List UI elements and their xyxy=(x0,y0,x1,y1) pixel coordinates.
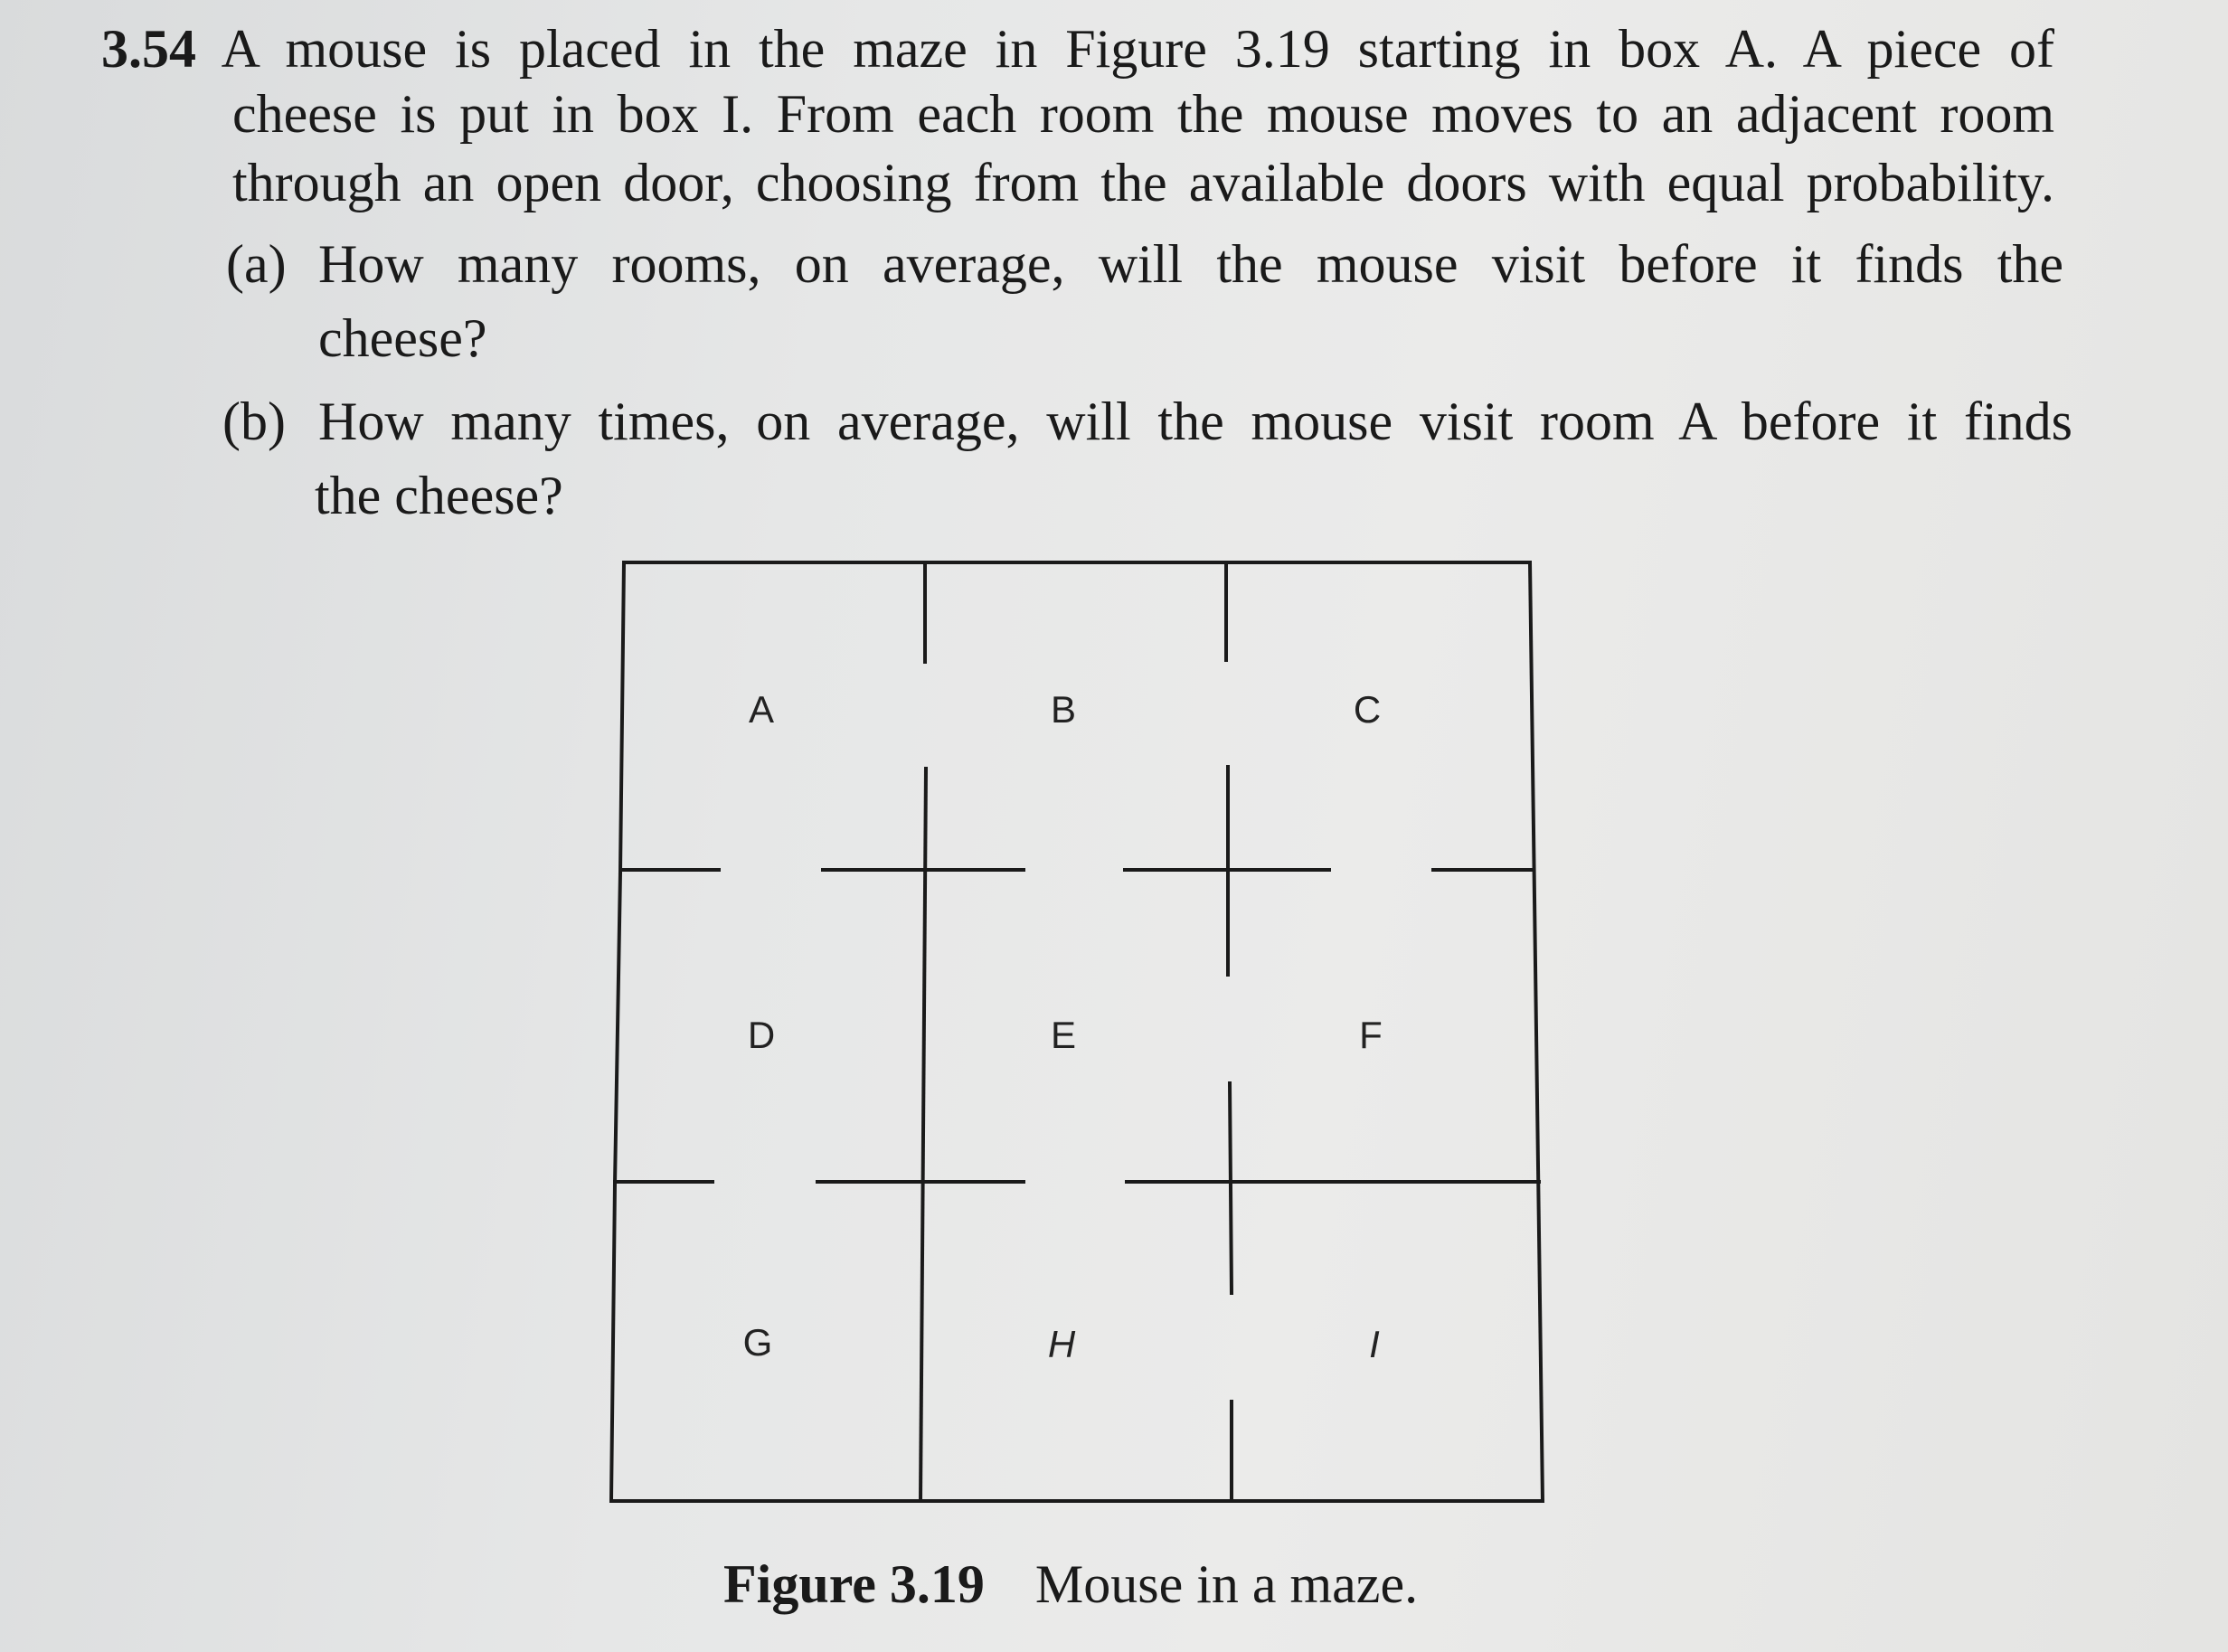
figure-caption xyxy=(723,1552,1418,1617)
part-a-marker: (a) xyxy=(226,234,287,294)
maze-outer-right xyxy=(1530,562,1543,1501)
part-b-marker: (b) xyxy=(222,392,286,451)
room-label-e: E xyxy=(1050,1014,1077,1056)
problem-line-2 xyxy=(232,81,2054,146)
problem-text-line-2: cheese is put in box I. From each room the mouse moves to an adjacent room xyxy=(232,84,2054,144)
part-a-text-1: How many rooms, on average, will the mouse visit before it finds the xyxy=(318,234,2063,294)
maze-outer-left-bottom xyxy=(611,1185,615,1501)
problem-text-line-1: A mouse is placed in the maze in Figure 3.19 starting in box A. A piece of xyxy=(221,19,2054,79)
room-label-d: D xyxy=(747,1014,776,1056)
room-label-f: F xyxy=(1359,1014,1383,1056)
room-label-h: H xyxy=(1047,1323,1076,1365)
problem-line-3 xyxy=(232,150,2054,215)
part-a-line-2: cheese? xyxy=(318,308,487,368)
room-label-i: I xyxy=(1369,1323,1380,1365)
maze-figure xyxy=(597,552,1555,1510)
part-b-line-1 xyxy=(318,389,2072,454)
part-b-text-1: How many times, on average, will the mouse visit room A before it finds xyxy=(318,392,2072,451)
problem-text-line-3: through an open door, choosing from the available doors with equal probability. xyxy=(232,153,2054,212)
problem-number: 3.54 xyxy=(101,19,196,79)
room-label-c: C xyxy=(1353,688,1382,731)
figure-label: Figure 3.19 xyxy=(723,1554,985,1614)
maze-outer-left-top xyxy=(620,562,624,873)
room-label-a: A xyxy=(748,688,775,731)
wall-e-f-lower xyxy=(1230,1083,1232,1293)
part-a-line-1 xyxy=(318,231,2063,297)
problem-line-1 xyxy=(101,16,2054,81)
room-label-b: B xyxy=(1050,688,1077,731)
figure-caption-text: Mouse in a maze. xyxy=(1034,1554,1419,1614)
part-b-line-2: the cheese? xyxy=(315,466,563,525)
maze-outer-left-mid xyxy=(615,873,620,1185)
wall-a-b-lower xyxy=(920,769,926,1501)
room-label-g: G xyxy=(742,1321,773,1364)
